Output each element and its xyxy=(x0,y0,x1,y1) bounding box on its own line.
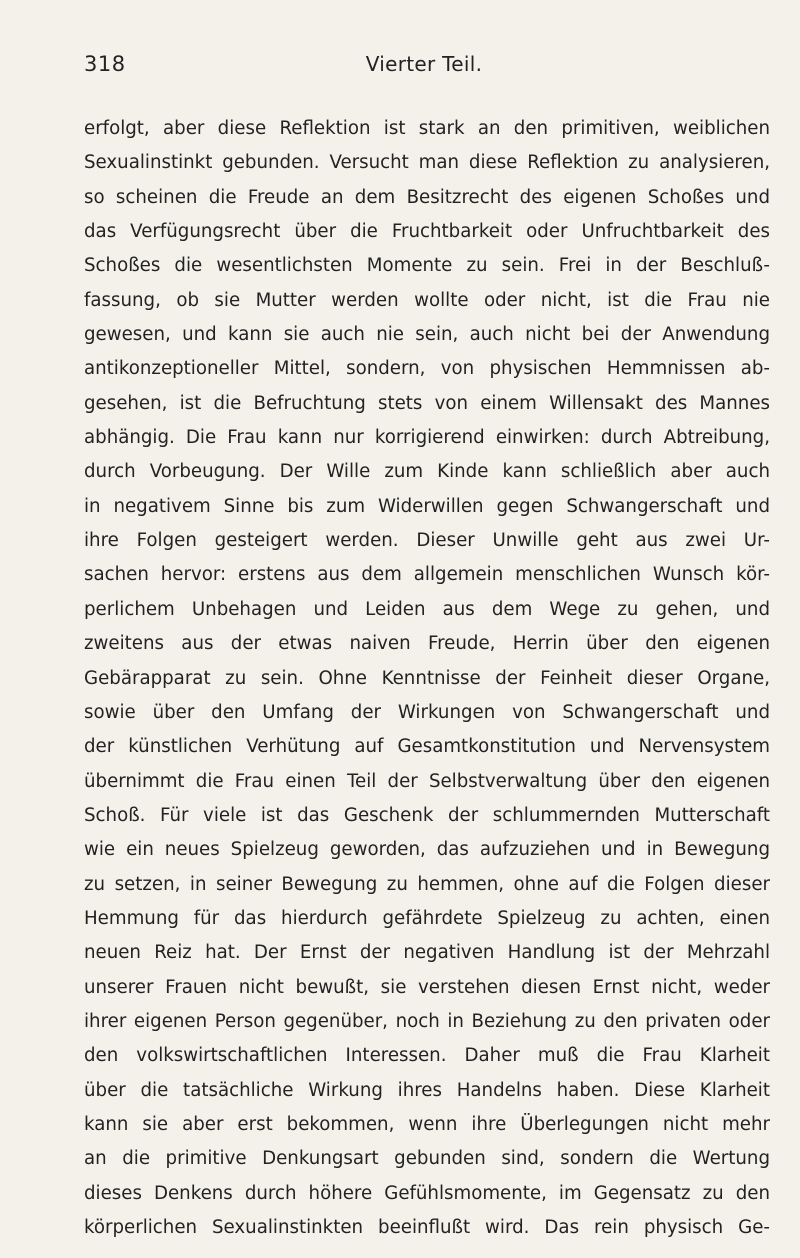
text-line: Schoßes die wesentlichsten Momente zu sein. Frei in der Beschluß- xyxy=(84,255,770,277)
text-line: übernimmt die Frau einen Teil der Selbstverwaltung über den eigenen xyxy=(84,770,770,792)
text-line: gesehen, ist die Befruchtung stets von einem Willensakt des Mannes xyxy=(84,392,770,414)
text-line: ihrer eigenen Person gegenüber, noch in Beziehung zu den privaten oder xyxy=(84,1010,770,1032)
body-text xyxy=(84,112,770,1245)
text-line: Sexualinstinkt gebunden. Versucht man diese Reflektion zu analysieren, xyxy=(84,152,770,174)
text-line: unserer Frauen nicht bewußt, sie verstehen diesen Ernst nicht, weder xyxy=(84,976,770,998)
text-line: das Verfügungsrecht über die Fruchtbarkeit oder Unfruchtbarkeit des xyxy=(84,221,770,243)
text-line: perlichem Unbehagen und Leiden aus dem Wege zu gehen, und xyxy=(84,598,770,620)
text-line: Gebärapparat zu sein. Ohne Kenntnisse der Feinheit dieser Organe, xyxy=(84,667,770,689)
text-line: sachen hervor: erstens aus dem allgemein menschlichen Wunsch kör- xyxy=(84,564,770,586)
text-line: Schoß. Für viele ist das Geschenk der schlummernden Mutterschaft xyxy=(84,804,770,826)
text-line: an die primitive Denkungsart gebunden sind, sondern die Wertung xyxy=(84,1148,770,1170)
text-line: körperlichen Sexualinstinkten beeinflußt wird. Das rein physisch Ge- xyxy=(84,1217,770,1238)
text-line: in negativem Sinne bis zum Widerwillen gegen Schwangerschaft und xyxy=(84,495,770,517)
text-line: über die tatsächliche Wirkung ihres Handelns haben. Diese Klarheit xyxy=(84,1079,770,1101)
text-line: antikonzeptioneller Mittel, sondern, von physischen Hemmnissen ab- xyxy=(84,358,770,380)
text-line: so scheinen die Freude an dem Besitzrecht des eigenen Schoßes und xyxy=(84,186,770,208)
page-number: 318 xyxy=(84,52,126,76)
text-line: wie ein neues Spielzeug geworden, das aufzuziehen und in Bewegung xyxy=(84,839,770,861)
text-line: durch Vorbeugung. Der Wille zum Kinde kann schließlich aber auch xyxy=(84,461,770,483)
text-line: zu setzen, in seiner Bewegung zu hemmen, ohne auf die Folgen dieser xyxy=(84,873,770,895)
text-line: der künstlichen Verhütung auf Gesamtkonstitution und Nervensystem xyxy=(84,736,770,758)
text-line: ihre Folgen gesteigert werden. Dieser Unwille geht aus zwei Ur- xyxy=(84,530,770,552)
text-line: kann sie aber erst bekommen, wenn ihre Überlegungen nicht mehr xyxy=(84,1113,770,1135)
text-line: erfolgt, aber diese Reflektion ist stark an den primitiven, weiblichen xyxy=(84,118,770,139)
text-line: gewesen, und kann sie auch nie sein, auch nicht bei der Anwendung xyxy=(84,324,770,346)
text-line: neuen Reiz hat. Der Ernst der negativen Handlung ist der Mehrzahl xyxy=(84,942,770,964)
text-line: den volkswirtschaftlichen Interessen. Daher muß die Frau Klarheit xyxy=(84,1045,770,1067)
text-line: sowie über den Umfang der Wirkungen von Schwangerschaft und xyxy=(84,701,770,723)
page-header xyxy=(84,52,764,82)
text-line: abhängig. Die Frau kann nur korrigierend einwirken: durch Abtreibung, xyxy=(84,427,770,449)
text-line: zweitens aus der etwas naiven Freude, Herrin über den eigenen xyxy=(84,633,770,655)
text-line: dieses Denkens durch höhere Gefühlsmomente, im Gegensatz zu den xyxy=(84,1182,770,1204)
text-line: fassung, ob sie Mutter werden wollte oder nicht, ist die Frau nie xyxy=(84,289,770,311)
text-line: Hemmung für das hierdurch gefährdete Spielzeug zu achten, einen xyxy=(84,907,770,929)
running-title: Vierter Teil. xyxy=(365,52,483,76)
